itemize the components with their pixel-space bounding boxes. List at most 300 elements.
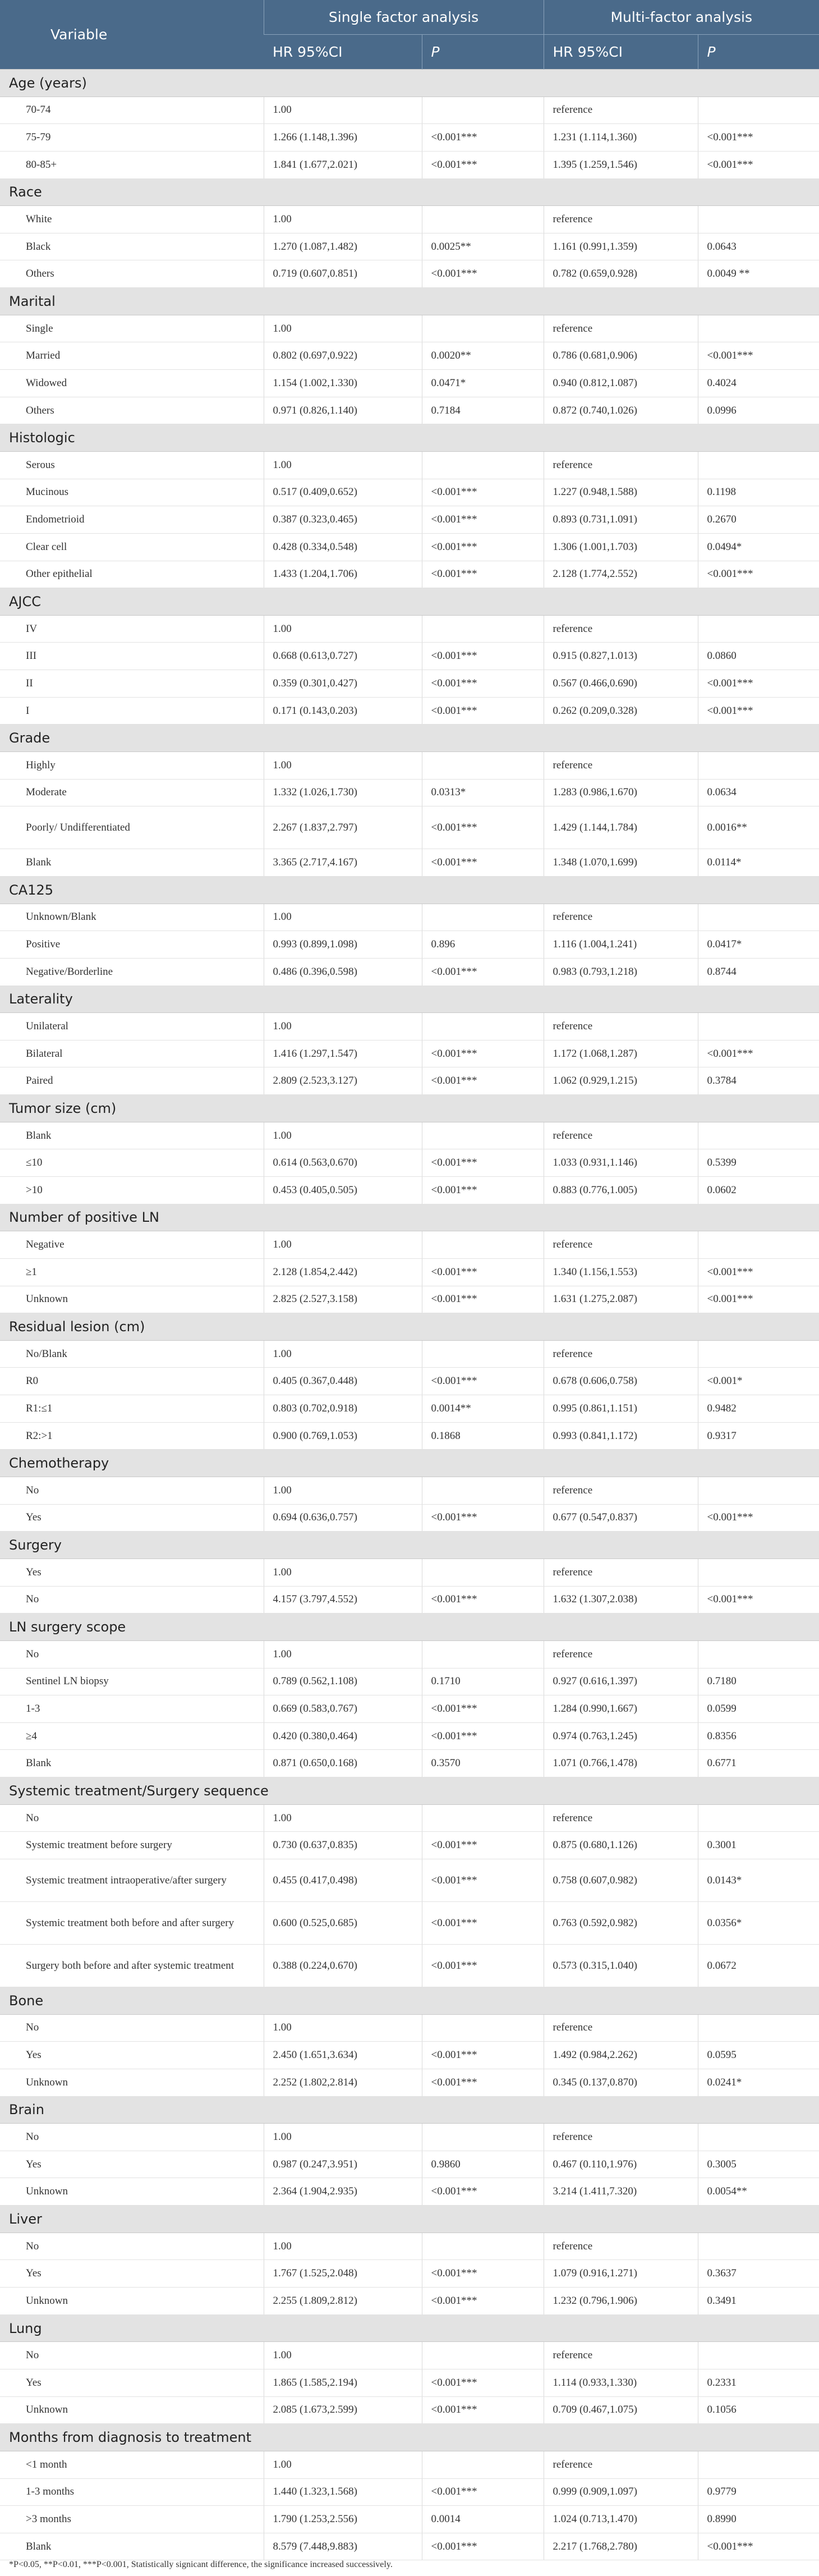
multi-p-value: 0.1198 <box>698 479 819 506</box>
row-label: No <box>0 1477 264 1505</box>
single-hr-value: 2.825 (2.527,3.158) <box>264 1286 422 1313</box>
single-hr-value: 1.00 <box>264 904 422 931</box>
multi-hr-value: 0.872 (0.740,1.026) <box>544 397 698 424</box>
row-label: ≥4 <box>0 1722 264 1750</box>
single-p-value: <0.001*** <box>422 1695 544 1723</box>
multi-p-value: <0.001*** <box>698 342 819 370</box>
multi-hr-value: 1.172 (1.068,1.287) <box>544 1040 698 1067</box>
multi-hr-value: 0.567 (0.466,0.690) <box>544 670 698 698</box>
single-hr-value: 1.266 (1.148,1.396) <box>264 124 422 152</box>
single-p-value: <0.001*** <box>422 151 544 178</box>
section-header-row <box>0 1532 819 1559</box>
section-header-row <box>0 725 819 752</box>
single-hr-value: 0.900 (0.769,1.053) <box>264 1422 422 1450</box>
single-hr-value: 1.00 <box>264 97 422 124</box>
single-p-value <box>422 97 544 124</box>
row-label: Others <box>0 397 264 424</box>
multi-hr-value: reference <box>544 2014 698 2042</box>
single-p-value: <0.001*** <box>422 1504 544 1532</box>
single-hr-value: 1.00 <box>264 2342 422 2369</box>
table-row <box>0 1286 819 1313</box>
section-header-row <box>0 2096 819 2124</box>
multi-hr-value: 1.429 (1.144,1.784) <box>544 806 698 849</box>
multi-p-value: <0.001*** <box>698 1586 819 1614</box>
single-p-value: <0.001*** <box>422 479 544 506</box>
row-label: Other epithelial <box>0 561 264 588</box>
multi-hr-value: 3.214 (1.411,7.320) <box>544 2178 698 2206</box>
row-label: I <box>0 697 264 725</box>
row-label: Paired <box>0 1067 264 1095</box>
multi-p-value <box>698 1013 819 1041</box>
multi-p-value: 0.0599 <box>698 1695 819 1723</box>
multi-hr-value: 1.033 (0.931,1.146) <box>544 1149 698 1177</box>
table-row <box>0 342 819 370</box>
table-row <box>0 1695 819 1723</box>
multi-p-value <box>698 1122 819 1149</box>
table-row <box>0 151 819 178</box>
row-label: Blank <box>0 1122 264 1149</box>
table-row <box>0 2069 819 2096</box>
row-label: Unknown <box>0 2178 264 2206</box>
single-hr-value: 2.364 (1.904,2.935) <box>264 2178 422 2206</box>
single-hr-value: 0.668 (0.613,0.727) <box>264 643 422 670</box>
single-p-value: 0.0025** <box>422 233 544 260</box>
multi-hr-value: 1.114 (0.933,1.330) <box>544 2369 698 2396</box>
multi-p-value: <0.001*** <box>698 1040 819 1067</box>
multi-hr-value: 0.262 (0.209,0.328) <box>544 697 698 725</box>
table-row <box>0 1258 819 1286</box>
table-row <box>0 1832 819 1859</box>
row-label: 70-74 <box>0 97 264 124</box>
single-p-value <box>422 2124 544 2151</box>
multi-hr-value: 1.231 (1.114,1.360) <box>544 124 698 152</box>
single-hr-value: 1.00 <box>264 1477 422 1505</box>
single-p-value <box>422 2014 544 2042</box>
multi-hr-value: 1.161 (0.991,1.359) <box>544 233 698 260</box>
single-p-value: 0.0014 <box>422 2506 544 2533</box>
footnote: *P<0.05, **P<0.01, ***P<0.001, Statistically signicant difference, the significance increased successively. <box>9 2560 393 2569</box>
section-header-row <box>0 1987 819 2015</box>
table-row <box>0 904 819 931</box>
multi-hr-value: 0.875 (0.680,1.126) <box>544 1832 698 1859</box>
table-row <box>0 1422 819 1450</box>
multi-hr-value: 2.217 (1.768,2.780) <box>544 2533 698 2560</box>
single-p-value <box>422 1340 544 1368</box>
row-label: Yes <box>0 1504 264 1532</box>
single-hr-value: 0.486 (0.396,0.598) <box>264 958 422 986</box>
row-label: Yes <box>0 1559 264 1586</box>
table-body <box>0 70 819 2560</box>
table-row <box>0 752 819 780</box>
multi-hr-value: reference <box>544 2451 698 2478</box>
row-label: Bilateral <box>0 1040 264 1067</box>
single-p-value: <0.001*** <box>422 697 544 725</box>
row-label: Endometrioid <box>0 506 264 534</box>
single-hr-value: 0.694 (0.636,0.757) <box>264 1504 422 1532</box>
section-title: Age (years) <box>0 70 819 97</box>
single-p-value <box>422 752 544 780</box>
single-hr-value: 1.00 <box>264 1804 422 1832</box>
section-title: Number of positive LN <box>0 1204 819 1231</box>
row-label: Negative/Borderline <box>0 958 264 986</box>
single-hr-value: 0.171 (0.143,0.203) <box>264 697 422 725</box>
single-p-value: 0.1868 <box>422 1422 544 1450</box>
row-label: ≤10 <box>0 1149 264 1177</box>
single-hr-value: 1.767 (1.525,2.048) <box>264 2260 422 2288</box>
single-p-value: <0.001*** <box>422 643 544 670</box>
row-label: Serous <box>0 451 264 479</box>
table-row <box>0 1750 819 1777</box>
single-hr-value: 1.416 (1.297,1.547) <box>264 1040 422 1067</box>
table-row <box>0 670 819 698</box>
table-row <box>0 1902 819 1945</box>
multi-hr-value: 0.678 (0.606,0.758) <box>544 1368 698 1395</box>
multi-p-value: 0.0016** <box>698 806 819 849</box>
table-row <box>0 2260 819 2288</box>
table-row <box>0 697 819 725</box>
single-hr-value: 0.388 (0.224,0.670) <box>264 1945 422 1987</box>
row-label: Blank <box>0 2533 264 2560</box>
single-p-value: <0.001*** <box>422 2042 544 2069</box>
single-p-value: <0.001*** <box>422 958 544 986</box>
multi-p-value: 0.2331 <box>698 2369 819 2396</box>
section-title: Brain <box>0 2096 819 2124</box>
table-row <box>0 931 819 959</box>
multi-p-value: <0.001*** <box>698 1504 819 1532</box>
single-p-value <box>422 315 544 342</box>
single-hr-header: HR 95%CI <box>264 35 422 70</box>
table-row <box>0 958 819 986</box>
single-hr-value: 2.255 (1.809,2.812) <box>264 2288 422 2315</box>
table-row <box>0 206 819 233</box>
multi-hr-value: reference <box>544 2233 698 2260</box>
single-p-value: 0.0471* <box>422 370 544 397</box>
multi-hr-value: 0.786 (0.681,0.906) <box>544 342 698 370</box>
table-row <box>0 1859 819 1902</box>
section-header-row <box>0 986 819 1013</box>
multi-p-value: 0.0241* <box>698 2069 819 2096</box>
table-row <box>0 1668 819 1695</box>
single-p-value <box>422 2233 544 2260</box>
multi-p-value <box>698 2014 819 2042</box>
multi-p-value <box>698 2342 819 2369</box>
section-header-row <box>0 1450 819 1477</box>
multi-p-value: 0.8990 <box>698 2506 819 2533</box>
table-row <box>0 2506 819 2533</box>
multi-hr-value: 1.306 (1.001,1.703) <box>544 533 698 561</box>
multi-hr-value: 0.915 (0.827,1.013) <box>544 643 698 670</box>
single-hr-value: 1.270 (1.087,1.482) <box>264 233 422 260</box>
single-p-value <box>422 1122 544 1149</box>
multi-p-value: 0.9317 <box>698 1422 819 1450</box>
multi-p-value: <0.001*** <box>698 697 819 725</box>
multi-p-value: 0.0143* <box>698 1859 819 1902</box>
multi-p-value: 0.4024 <box>698 370 819 397</box>
single-hr-value: 1.00 <box>264 1559 422 1586</box>
single-p-value: <0.001*** <box>422 506 544 534</box>
single-p-value: <0.001*** <box>422 1945 544 1987</box>
single-p-value: 0.1710 <box>422 1668 544 1695</box>
table-row <box>0 2369 819 2396</box>
table-row <box>0 97 819 124</box>
single-p-value <box>422 1477 544 1505</box>
multi-hr-value: reference <box>544 615 698 643</box>
table-row <box>0 1586 819 1614</box>
single-hr-value: 0.669 (0.583,0.767) <box>264 1695 422 1723</box>
row-label: Yes <box>0 2369 264 2396</box>
single-p-header: P <box>422 35 544 70</box>
table-row <box>0 479 819 506</box>
single-p-value: <0.001*** <box>422 1258 544 1286</box>
single-p-value: <0.001*** <box>422 2288 544 2315</box>
row-label: IV <box>0 615 264 643</box>
single-p-value: <0.001*** <box>422 1859 544 1902</box>
multi-hr-value: 0.893 (0.731,1.091) <box>544 506 698 534</box>
multi-p-value: 0.8744 <box>698 958 819 986</box>
multi-hr-value: 1.227 (0.948,1.588) <box>544 479 698 506</box>
single-hr-value: 2.128 (1.854,2.442) <box>264 1258 422 1286</box>
multi-hr-value: 0.677 (0.547,0.837) <box>544 1504 698 1532</box>
multi-p-value: 0.0634 <box>698 779 819 806</box>
section-header-row <box>0 424 819 452</box>
single-hr-value: 0.420 (0.380,0.464) <box>264 1722 422 1750</box>
table-row <box>0 806 819 849</box>
multi-hr-value: reference <box>544 315 698 342</box>
row-label: R0 <box>0 1368 264 1395</box>
table-row <box>0 1504 819 1532</box>
single-p-value: <0.001*** <box>422 849 544 877</box>
multi-factor-header: Multi-factor analysis <box>544 0 819 35</box>
row-label: Blank <box>0 849 264 877</box>
multi-p-value <box>698 2124 819 2151</box>
multi-p-value: <0.001*** <box>698 561 819 588</box>
multi-p-value: 0.9482 <box>698 1395 819 1423</box>
multi-hr-value: 0.467 (0.110,1.976) <box>544 2151 698 2178</box>
section-title: Lung <box>0 2314 819 2342</box>
single-p-value <box>422 2451 544 2478</box>
multi-p-value: 0.0672 <box>698 1945 819 1987</box>
single-p-value <box>422 1231 544 1259</box>
row-label: No <box>0 2342 264 2369</box>
table-row <box>0 451 819 479</box>
multi-hr-value: 0.763 (0.592,0.982) <box>544 1902 698 1945</box>
multi-p-value <box>698 315 819 342</box>
single-p-value: 0.3570 <box>422 1750 544 1777</box>
multi-hr-value: reference <box>544 451 698 479</box>
multi-hr-value: reference <box>544 2124 698 2151</box>
multi-hr-value: reference <box>544 206 698 233</box>
table-row <box>0 397 819 424</box>
row-label: No <box>0 2233 264 2260</box>
row-label: Highly <box>0 752 264 780</box>
section-header-row <box>0 288 819 315</box>
single-hr-value: 1.00 <box>264 615 422 643</box>
multi-hr-value: 1.340 (1.156,1.553) <box>544 1258 698 1286</box>
multi-hr-value: reference <box>544 1013 698 1041</box>
multi-p-value <box>698 451 819 479</box>
single-hr-value: 1.00 <box>264 315 422 342</box>
single-hr-value: 2.267 (1.837,2.797) <box>264 806 422 849</box>
multi-p-value: 0.0417* <box>698 931 819 959</box>
variable-header: Variable <box>0 0 264 70</box>
multi-hr-value: 0.983 (0.793,1.218) <box>544 958 698 986</box>
single-hr-value: 1.00 <box>264 1122 422 1149</box>
single-hr-value: 2.809 (2.523,3.127) <box>264 1067 422 1095</box>
multi-hr-value: reference <box>544 1804 698 1832</box>
row-label: Unknown/Blank <box>0 904 264 931</box>
multi-hr-value: reference <box>544 1477 698 1505</box>
single-p-value: <0.001*** <box>422 1902 544 1945</box>
multi-p-value: <0.001*** <box>698 124 819 152</box>
multi-p-value: <0.001*** <box>698 670 819 698</box>
row-label: White <box>0 206 264 233</box>
single-p-value: <0.001*** <box>422 533 544 561</box>
row-label: Unilateral <box>0 1013 264 1041</box>
table-row <box>0 1477 819 1505</box>
table-row <box>0 1640 819 1668</box>
multi-p-value: 0.0049 ** <box>698 260 819 288</box>
single-hr-value: 0.971 (0.826,1.140) <box>264 397 422 424</box>
row-label: Moderate <box>0 779 264 806</box>
multi-p-value: 0.0114* <box>698 849 819 877</box>
multi-hr-value: 2.128 (1.774,2.552) <box>544 561 698 588</box>
row-label: Poorly/ Undifferentiated <box>0 806 264 849</box>
table-row <box>0 124 819 152</box>
section-title: CA125 <box>0 876 819 904</box>
multi-p-value: 0.5399 <box>698 1149 819 1177</box>
row-label: Clear cell <box>0 533 264 561</box>
multi-hr-value: reference <box>544 1231 698 1259</box>
row-label: Widowed <box>0 370 264 397</box>
multi-hr-value: reference <box>544 1340 698 1368</box>
table-row <box>0 2342 819 2369</box>
single-p-value <box>422 615 544 643</box>
table-row <box>0 1149 819 1177</box>
multi-hr-value: reference <box>544 752 698 780</box>
row-label: Negative <box>0 1231 264 1259</box>
row-label: Unknown <box>0 2396 264 2424</box>
single-hr-value: 0.405 (0.367,0.448) <box>264 1368 422 1395</box>
multi-p-value: 0.0054** <box>698 2178 819 2206</box>
row-label: Systemic treatment both before and after surgery <box>0 1902 264 1945</box>
row-label: No <box>0 1804 264 1832</box>
multi-p-value: 0.3784 <box>698 1067 819 1095</box>
section-title: Tumor size (cm) <box>0 1095 819 1122</box>
section-header-row <box>0 1204 819 1231</box>
row-label: Yes <box>0 2260 264 2288</box>
single-hr-value: 1.00 <box>264 2014 422 2042</box>
single-p-value: <0.001*** <box>422 1368 544 1395</box>
multi-p-value <box>698 1231 819 1259</box>
single-p-value: <0.001*** <box>422 1586 544 1614</box>
section-title: LN surgery scope <box>0 1614 819 1641</box>
multi-p-value: 0.3491 <box>698 2288 819 2315</box>
table-row <box>0 2533 819 2560</box>
single-p-value: <0.001*** <box>422 2069 544 2096</box>
multi-p-value: 0.0494* <box>698 533 819 561</box>
table-row <box>0 533 819 561</box>
single-p-value: 0.0020** <box>422 342 544 370</box>
row-label: Black <box>0 233 264 260</box>
table-row <box>0 506 819 534</box>
single-hr-value: 1.00 <box>264 1231 422 1259</box>
table-row <box>0 260 819 288</box>
multi-p-value: 0.2670 <box>698 506 819 534</box>
single-p-value: <0.001*** <box>422 670 544 698</box>
multi-hr-value: 1.492 (0.984,2.262) <box>544 2042 698 2069</box>
section-title: Liver <box>0 2206 819 2233</box>
table-row <box>0 1013 819 1041</box>
single-hr-value: 0.428 (0.334,0.548) <box>264 533 422 561</box>
multi-hr-value: 0.758 (0.607,0.982) <box>544 1859 698 1902</box>
single-p-value <box>422 1559 544 1586</box>
single-p-value: <0.001*** <box>422 124 544 152</box>
multi-p-value: 0.3637 <box>698 2260 819 2288</box>
table-row <box>0 2288 819 2315</box>
table-row <box>0 643 819 670</box>
section-header-row <box>0 2424 819 2451</box>
single-hr-value: 0.730 (0.637,0.835) <box>264 1832 422 1859</box>
single-hr-value: 1.841 (1.677,2.021) <box>264 151 422 178</box>
section-header-row <box>0 1313 819 1341</box>
single-p-value: 0.896 <box>422 931 544 959</box>
row-label: R1:≤1 <box>0 1395 264 1423</box>
multi-hr-value: 0.940 (0.812,1.087) <box>544 370 698 397</box>
table-row <box>0 1231 819 1259</box>
multi-p-value: 0.8356 <box>698 1722 819 1750</box>
table-row <box>0 849 819 877</box>
multi-hr-header: HR 95%CI <box>544 35 698 70</box>
multi-hr-value: 0.927 (0.616,1.397) <box>544 1668 698 1695</box>
single-hr-value: 0.517 (0.409,0.652) <box>264 479 422 506</box>
single-hr-value: 1.00 <box>264 2451 422 2478</box>
table-row <box>0 1176 819 1204</box>
section-title: AJCC <box>0 588 819 616</box>
multi-p-value: 0.0996 <box>698 397 819 424</box>
table-row <box>0 1804 819 1832</box>
single-p-value: 0.0014** <box>422 1395 544 1423</box>
section-title: Surgery <box>0 1532 819 1559</box>
multi-p-value <box>698 615 819 643</box>
multi-p-value: 0.6771 <box>698 1750 819 1777</box>
row-label: Unknown <box>0 2288 264 2315</box>
multi-p-value: 0.0595 <box>698 2042 819 2069</box>
single-hr-value: 0.987 (0.247,3.951) <box>264 2151 422 2178</box>
single-hr-value: 0.871 (0.650,0.168) <box>264 1750 422 1777</box>
multi-hr-value: reference <box>544 2342 698 2369</box>
multi-p-value: 0.7180 <box>698 1668 819 1695</box>
table-row <box>0 2124 819 2151</box>
row-label: No <box>0 1586 264 1614</box>
row-label: Sentinel LN biopsy <box>0 1668 264 1695</box>
multi-hr-value: reference <box>544 97 698 124</box>
multi-hr-value: 1.116 (1.004,1.241) <box>544 931 698 959</box>
multi-hr-value: 0.993 (0.841,1.172) <box>544 1422 698 1450</box>
multi-p-value: 0.9779 <box>698 2478 819 2506</box>
single-hr-value: 1.433 (1.204,1.706) <box>264 561 422 588</box>
single-p-value: 0.7184 <box>422 397 544 424</box>
multi-p-value <box>698 1340 819 1368</box>
single-p-value <box>422 1804 544 1832</box>
section-title: Bone <box>0 1987 819 2015</box>
multi-p-value <box>698 2451 819 2478</box>
row-label: Unknown <box>0 1286 264 1313</box>
row-label: Single <box>0 315 264 342</box>
row-label: Positive <box>0 931 264 959</box>
single-p-value: <0.001*** <box>422 2396 544 2424</box>
table-row <box>0 2396 819 2424</box>
single-hr-value: 0.600 (0.525,0.685) <box>264 1902 422 1945</box>
